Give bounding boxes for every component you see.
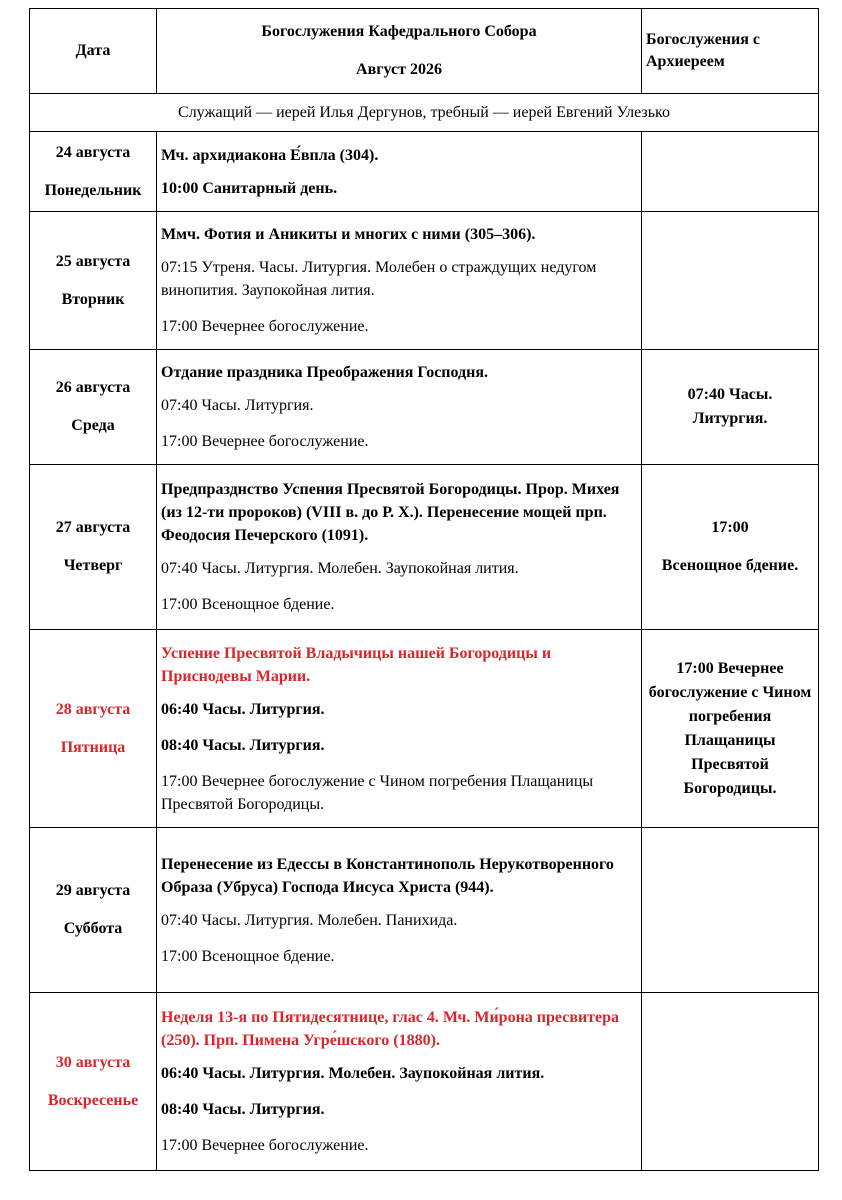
services-cell	[157, 993, 642, 1171]
day-date: 26 августа	[55, 379, 131, 396]
bishop-services-cell	[642, 350, 819, 465]
title-line-1: Богослужения Кафедрального Собора	[261, 23, 537, 40]
services-cell	[157, 132, 642, 212]
bishop-services-cell	[642, 132, 819, 212]
day-date: 24 августа	[55, 143, 131, 161]
bishop-services-cell	[642, 630, 819, 828]
date-cell	[30, 212, 157, 350]
bishop-service-line: Всенощное бдение.	[661, 557, 799, 574]
date-cell	[30, 828, 157, 993]
bishop-service-line: Литургия.	[692, 410, 768, 427]
service-line: 06:40 Часы. Литургия.	[161, 700, 325, 718]
serving-clergy: Служащий — иерей Илья Дергунов, требный — иерей Евгений Улезько	[30, 94, 819, 132]
services-cell	[157, 350, 642, 465]
service-line: 07:40 Часы. Литургия. Молебен. Панихида.	[161, 911, 458, 929]
bishop-service-line: 17:00	[711, 519, 749, 536]
service-line: 17:00 Вечернее богослужение с Чином погребения Плащаницы Пресвятой Богородицы.	[161, 772, 594, 813]
day-weekday: Пятница	[60, 738, 126, 756]
service-line: 10:00 Санитарный день.	[161, 179, 338, 197]
bishop-services-cell	[642, 465, 819, 630]
services-cell	[157, 630, 642, 828]
day-date: 29 августа	[55, 882, 131, 899]
day-date: 27 августа	[55, 519, 131, 536]
feast-title: Успение Пресвятой Владычицы нашей Богородицы и Приснодевы Марии.	[161, 644, 552, 685]
bishop-services-cell	[642, 993, 819, 1171]
date-cell	[30, 350, 157, 465]
service-line: 17:00 Всенощное бдение.	[161, 596, 335, 613]
feast-title: Перенесение из Едессы в Константинополь Нерукотворенного Образа (Убруса) Господа Иисуса Христа (944).	[161, 855, 614, 896]
schedule-table	[29, 8, 819, 1171]
day-row	[30, 465, 819, 630]
day-weekday: Понедельник	[44, 181, 142, 199]
services-cell	[157, 465, 642, 630]
day-weekday: Четверг	[63, 557, 123, 574]
bishop-column-header	[642, 9, 819, 94]
bishop-service-line: 07:40 Часы.	[687, 386, 773, 403]
day-row	[30, 350, 819, 465]
services-cell	[157, 828, 642, 993]
bishop-services-cell	[642, 828, 819, 993]
date-cell	[30, 465, 157, 630]
day-weekday: Суббота	[63, 920, 123, 937]
service-line: 17:00 Вечернее богослужение.	[161, 433, 369, 450]
service-line: 07:15 Утреня. Часы. Литургия. Молебен о страждущих недугом винопития. Заупокойная лития.	[161, 259, 597, 299]
service-line: 17:00 Вечернее богослужение.	[161, 318, 369, 335]
day-weekday: Воскресенье	[47, 1091, 139, 1109]
services-cell	[157, 212, 642, 350]
date-cell	[30, 630, 157, 828]
day-weekday: Вторник	[61, 290, 125, 308]
feast-title: Неделя 13-я по Пятидесятнице, глас 4. Мч. Ми́рона пресвитера (250). Прп. Пимена Угре́шского (1880).	[161, 1009, 620, 1049]
day-row	[30, 993, 819, 1171]
service-line: 17:00 Вечернее богослужение.	[161, 1137, 369, 1154]
feast-title: Отдание праздника Преображения Господня.	[161, 364, 489, 381]
serving-row	[30, 94, 819, 132]
day-date: 28 августа	[55, 700, 131, 718]
day-row	[30, 212, 819, 350]
day-row	[30, 828, 819, 993]
page-title	[157, 9, 642, 94]
service-line: 07:40 Часы. Литургия. Молебен. Заупокойная лития.	[161, 560, 519, 577]
service-line: 08:40 Часы. Литургия.	[161, 736, 325, 754]
day-row	[30, 132, 819, 212]
bishop-service-line: 17:00 Вечернее богослужение с Чином погребения Плащаницы Пресвятой Богородицы.	[648, 659, 812, 797]
feast-title: Предпразднство Успения Пресвятой Богородицы. Прор. Михея (из 12-ти пророков) (VIII в. до Р. Х.). Перенесение мощей прп. Феодосия Печерского (1091).	[161, 481, 620, 544]
bishop-services-cell	[642, 212, 819, 350]
day-date: 30 августа	[55, 1053, 131, 1071]
service-line: 07:40 Часы. Литургия.	[161, 397, 314, 414]
bishop-header-line-2: Архиереем	[646, 53, 725, 70]
day-row	[30, 630, 819, 828]
date-column-header: Дата	[30, 9, 157, 94]
service-line: 17:00 Всенощное бдение.	[161, 947, 335, 965]
feast-title: Ммч. Фотия и Аникиты и многих с ними (305–306).	[161, 226, 536, 243]
day-weekday: Среда	[71, 417, 115, 434]
day-date: 25 августа	[55, 252, 131, 270]
feast-title: Мч. архидиакона Е́впла (304).	[161, 146, 379, 164]
bishop-header-line-1: Богослужения с	[646, 31, 760, 48]
date-cell	[30, 993, 157, 1171]
service-line: 06:40 Часы. Литургия. Молебен. Заупокойная лития.	[161, 1065, 545, 1082]
date-cell	[30, 132, 157, 212]
header-row	[30, 9, 819, 94]
title-line-2: Август 2026	[356, 61, 442, 78]
service-line: 08:40 Часы. Литургия.	[161, 1101, 325, 1118]
